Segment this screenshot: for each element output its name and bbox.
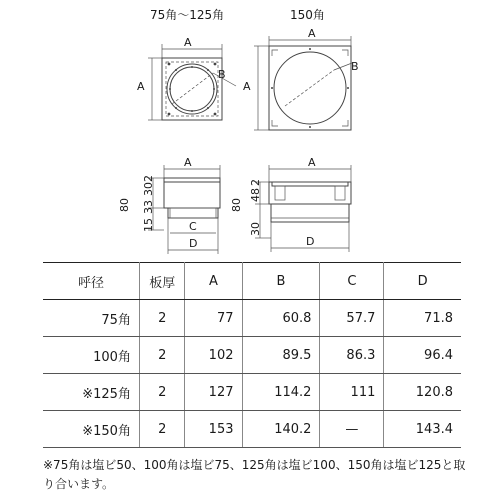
- cell-d: 96.4: [384, 337, 461, 374]
- cell-b: 89.5: [242, 337, 320, 374]
- dim-a-150-side-label: A: [243, 80, 251, 93]
- cell-d: 71.8: [384, 300, 461, 337]
- col-header-c: C: [320, 263, 384, 300]
- cell-b: 60.8: [242, 300, 320, 337]
- table-row: [43, 300, 461, 337]
- dim-48-label: 48: [249, 188, 262, 202]
- dim-d-label: D: [189, 237, 198, 250]
- col-header-a: A: [185, 263, 242, 300]
- dim-30-150-label: 30: [249, 222, 262, 236]
- cell-d: 143.4: [384, 411, 461, 448]
- dim-2-label: 2: [142, 175, 155, 182]
- cell-b: 140.2: [242, 411, 320, 448]
- dim-80-150-label: 80: [230, 198, 243, 212]
- title-150: 150角: [290, 8, 325, 22]
- dim-a-side-top-label: A: [184, 156, 192, 169]
- dim-33-label: 33: [142, 200, 155, 214]
- cell-c: 111: [320, 374, 384, 411]
- side-view-150: [230, 156, 351, 252]
- cell-thickness: 2: [139, 411, 185, 448]
- table-row: [43, 374, 461, 411]
- cell-a: 127: [185, 374, 242, 411]
- dim-b-label: B: [218, 68, 226, 81]
- col-header-thickness: 板厚: [139, 263, 185, 300]
- cell-b: 114.2: [242, 374, 320, 411]
- cell-a: 102: [185, 337, 242, 374]
- cell-size: 100角: [43, 337, 139, 374]
- dim-b-150-label: B: [351, 60, 359, 73]
- side-view-small: [118, 156, 220, 254]
- dim-d-150-label: D: [306, 235, 315, 248]
- dim-a-side-label: A: [137, 80, 145, 93]
- table-header-row: [43, 263, 461, 300]
- dim-2-150-label: 2: [249, 179, 262, 186]
- dim-80-label: 80: [118, 198, 131, 212]
- footnote: ※75角は塩ビ50、100角は塩ビ75、125角は塩ビ100、150角は塩ビ125と取り合います。: [43, 458, 466, 491]
- col-header-nominal: 呼径: [43, 263, 139, 300]
- dim-30-label: 30: [142, 182, 155, 196]
- top-view-150: [243, 27, 359, 130]
- table-row: [43, 337, 461, 374]
- dim-a-150-side-top-label: A: [308, 156, 316, 169]
- title-75-125: 75角〜125角: [150, 8, 225, 22]
- cell-size: 75角: [43, 300, 139, 337]
- cell-d: 120.8: [384, 374, 461, 411]
- cell-thickness: 2: [139, 374, 185, 411]
- dim-a-label: A: [184, 36, 192, 49]
- dim-15-label: 15: [142, 218, 155, 232]
- table-row: [43, 411, 461, 448]
- cell-c: —: [320, 411, 384, 448]
- col-header-b: B: [242, 263, 320, 300]
- spec-table: [43, 262, 461, 448]
- top-view-small: [137, 36, 236, 120]
- dim-c-label: C: [189, 220, 197, 233]
- cell-c: 86.3: [320, 337, 384, 374]
- col-header-d: D: [384, 263, 461, 300]
- cell-a: 77: [185, 300, 242, 337]
- cell-size: ※125角: [43, 374, 139, 411]
- cell-size: ※150角: [43, 411, 139, 448]
- cell-thickness: 2: [139, 337, 185, 374]
- cell-thickness: 2: [139, 300, 185, 337]
- dim-a-150-label: A: [308, 27, 316, 40]
- cell-c: 57.7: [320, 300, 384, 337]
- cell-a: 153: [185, 411, 242, 448]
